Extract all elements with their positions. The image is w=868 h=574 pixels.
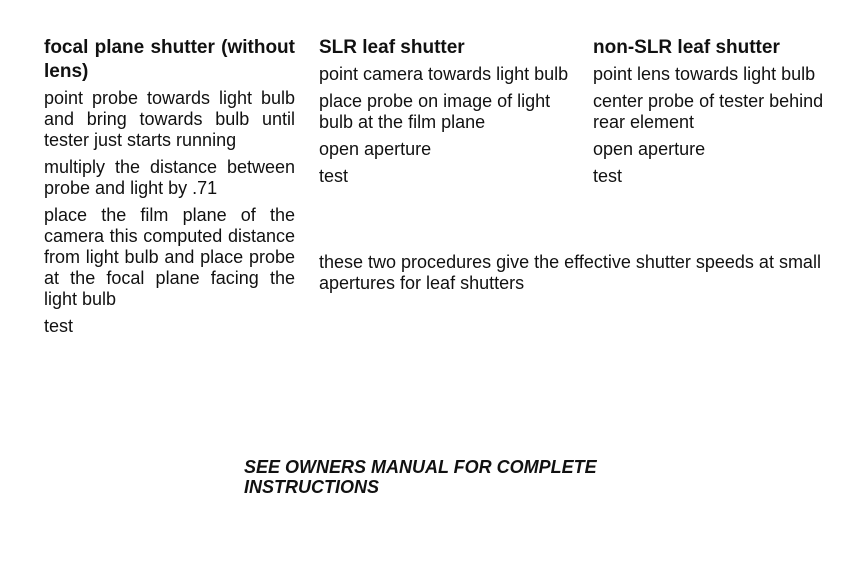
instruction-step: point probe towards light bulb and bring towards bulb until tester just starts running [44,88,295,150]
non-slr-leaf-shutter-column [593,36,843,193]
instruction-step: multiply the distance between probe and light by .71 [44,157,295,198]
column-heading: focal plane shutter (without lens) [44,37,295,82]
owners-manual-notice: SEE OWNERS MANUAL FOR COMPLETE INSTRUCTIONS [244,457,597,497]
focal-plane-shutter-column [44,36,295,343]
instruction-step: place the film plane of the camera this computed distance from light bulb and place probe at the focal plane facing the light bulb [44,205,295,309]
instruction-step: test [593,166,623,186]
instruction-step: open aperture [593,139,706,159]
instruction-step: place probe on image of light bulb at the film plane [319,91,551,132]
column-heading: SLR leaf shutter [319,37,465,58]
instruction-step: test [319,166,349,186]
leaf-shutter-note: these two procedures give the effective shutter speeds at small apertures for leaf shutters [319,252,821,293]
instruction-step: test [44,316,74,336]
instruction-step: point camera towards light bulb [319,64,569,84]
column-heading: non-SLR leaf shutter [593,37,780,58]
instruction-step: point lens towards light bulb [593,64,816,84]
instruction-step: center probe of tester behind rear element [593,91,824,132]
instruction-step: open aperture [319,139,432,159]
slr-leaf-shutter-column [319,36,569,193]
